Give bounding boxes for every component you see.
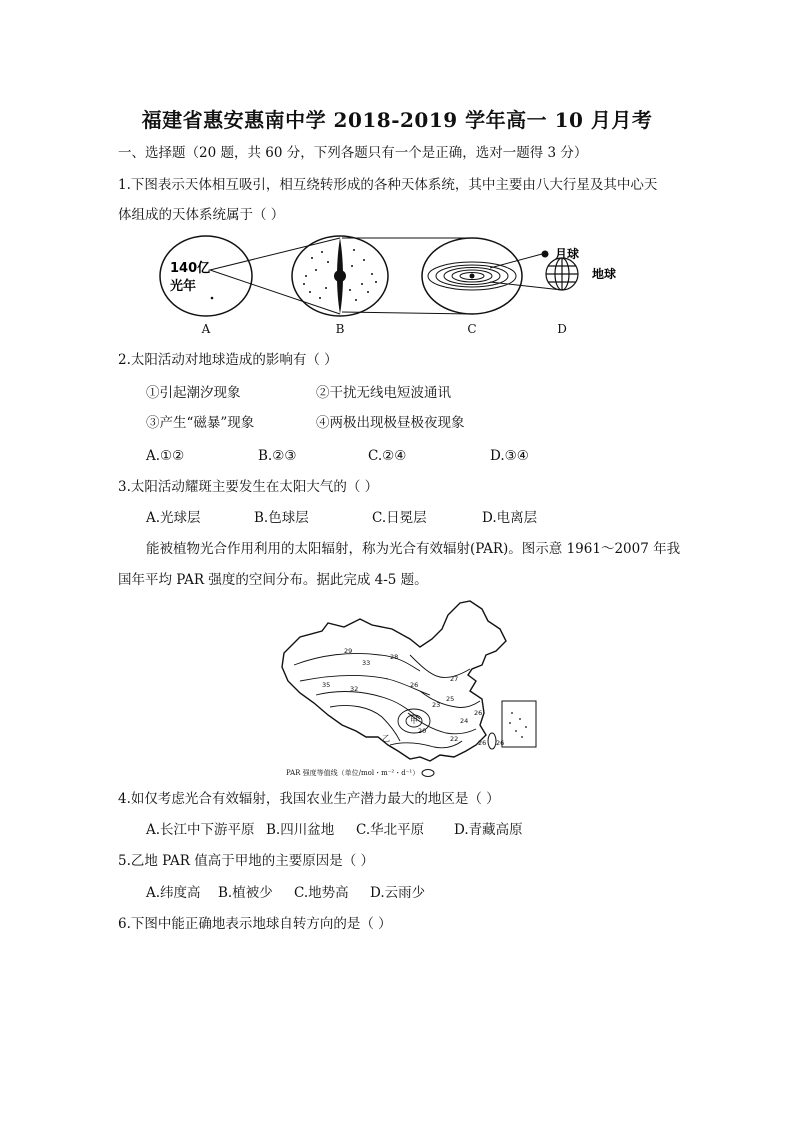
q5-option-c[interactable]: C.地势高 [294, 885, 349, 901]
q2-item-2: ②干扰无线电短波通讯 [316, 385, 451, 401]
system-a-text1: 140亿 [170, 261, 211, 276]
q5-stem: 5.乙地 PAR 值高于甲地的主要原因是（ ） [118, 853, 375, 869]
contour-label-15: 26 [496, 739, 505, 747]
celestial-systems-figure [150, 232, 630, 322]
hainan-island [422, 770, 434, 777]
q6-stem: 6.下图中能正确地表示地球自转方向的是（ ） [118, 916, 392, 932]
system-c-sun [470, 274, 475, 279]
q2-option-b[interactable]: B.②③ [258, 448, 297, 464]
taiwan-island [488, 733, 496, 749]
contour-label-1: 29 [344, 647, 353, 655]
inset-islands [509, 712, 527, 738]
contour-label-13: 26 [478, 739, 487, 747]
connector-a-b-bottom [210, 270, 340, 314]
moon-label: 月球 [555, 247, 580, 261]
contour-label-jia: 甲 [410, 716, 418, 725]
contour-label-12: 26 [474, 709, 483, 717]
passage-line1: 能被植物光合作用利用的太阳辐射，称为光合有效辐射(PAR)。图示意 1961～2007 年我 [146, 541, 681, 557]
q3-option-b[interactable]: B.色球层 [254, 510, 309, 526]
connector-b-c-bottom [342, 312, 472, 314]
par-map [270, 595, 550, 785]
figure-label-a: A [201, 322, 211, 336]
system-a-text2: 光年 [170, 279, 197, 294]
q3-option-c[interactable]: C.日冕层 [372, 510, 427, 526]
contour-label-7: 27 [450, 675, 459, 683]
contour-label-3: 35 [322, 681, 331, 689]
contour-label-4: 32 [350, 685, 359, 693]
contour-label-9: 23 [432, 701, 441, 709]
section-heading: 一、选择题（20 题，共 60 分，下列各题只有一个是正确，选对一题得 3 分） [118, 145, 588, 161]
q4-stem: 4.如仅考虑光合有效辐射，我国农业生产潜力最大的地区是（ ） [118, 791, 500, 807]
q4-option-d[interactable]: D.青藏高原 [454, 822, 523, 838]
figure-label-b: B [335, 322, 345, 336]
passage-line2: 国年平均 PAR 强度的空间分布。据此完成 4-5 题。 [118, 572, 428, 588]
q3-option-a[interactable]: A.光球层 [146, 510, 201, 526]
connector-a-b-top [210, 238, 340, 270]
contour-label-10: 24 [460, 717, 469, 725]
q1-stem-line1: 1.下图表示天体相互吸引，相互绕转形成的各种天体系统，其中主要由八大行星及其中心天 [118, 177, 658, 193]
q2-item-1: ①引起潮汐现象 [146, 385, 241, 401]
q5-option-d[interactable]: D.云雨少 [370, 885, 426, 901]
q2-item-4: ④两极出现极昼极夜现象 [316, 415, 465, 431]
moon-dot [542, 251, 549, 258]
earth-globe [546, 258, 578, 290]
contour-label-yi: 乙 [382, 734, 390, 743]
system-a-dot [211, 297, 214, 300]
map-legend: PAR 强度等值线（单位/mol・m⁻²・d⁻¹） [286, 769, 420, 777]
contour-label-6: 28 [390, 653, 399, 661]
q1-stem-line2: 体组成的天体系统属于（ ） [118, 207, 285, 223]
contour-label-11: 22 [450, 735, 459, 743]
earth-label: 地球 [592, 267, 617, 281]
q3-stem: 3.太阳活动耀斑主要发生在太阳大气的（ ） [118, 479, 379, 495]
page-title: 福建省惠安惠南中学 2018-2019 学年高一 10 月月考 [141, 108, 653, 132]
q3-option-d[interactable]: D.电离层 [482, 510, 538, 526]
q5-option-a[interactable]: A.纬度高 [146, 885, 201, 901]
contour-label-8: 25 [446, 695, 455, 703]
q2-option-a[interactable]: A.①② [146, 448, 185, 464]
figure-label-d: D [557, 322, 567, 336]
q2-option-c[interactable]: C.②④ [368, 448, 407, 464]
q4-option-b[interactable]: B.四川盆地 [266, 822, 335, 838]
q4-option-a[interactable]: A.长江中下游平原 [146, 822, 255, 838]
system-b-center [334, 270, 346, 282]
q4-option-c[interactable]: C.华北平原 [356, 822, 425, 838]
contour-label-5: 26 [410, 681, 419, 689]
q2-stem: 2.太阳活动对地球造成的影响有（ ） [118, 352, 338, 368]
q2-option-d[interactable]: D.③④ [490, 448, 529, 464]
contour-label-14: 20 [418, 727, 427, 735]
contour-label-2: 33 [362, 659, 371, 667]
system-a-ellipse [160, 236, 252, 316]
connector-c-d-top [490, 254, 542, 268]
q2-item-3: ③产生“磁暴”现象 [146, 415, 255, 431]
figure-label-c: C [467, 322, 477, 336]
q5-option-b[interactable]: B.植被少 [218, 885, 273, 901]
south-china-sea-inset [502, 701, 536, 747]
